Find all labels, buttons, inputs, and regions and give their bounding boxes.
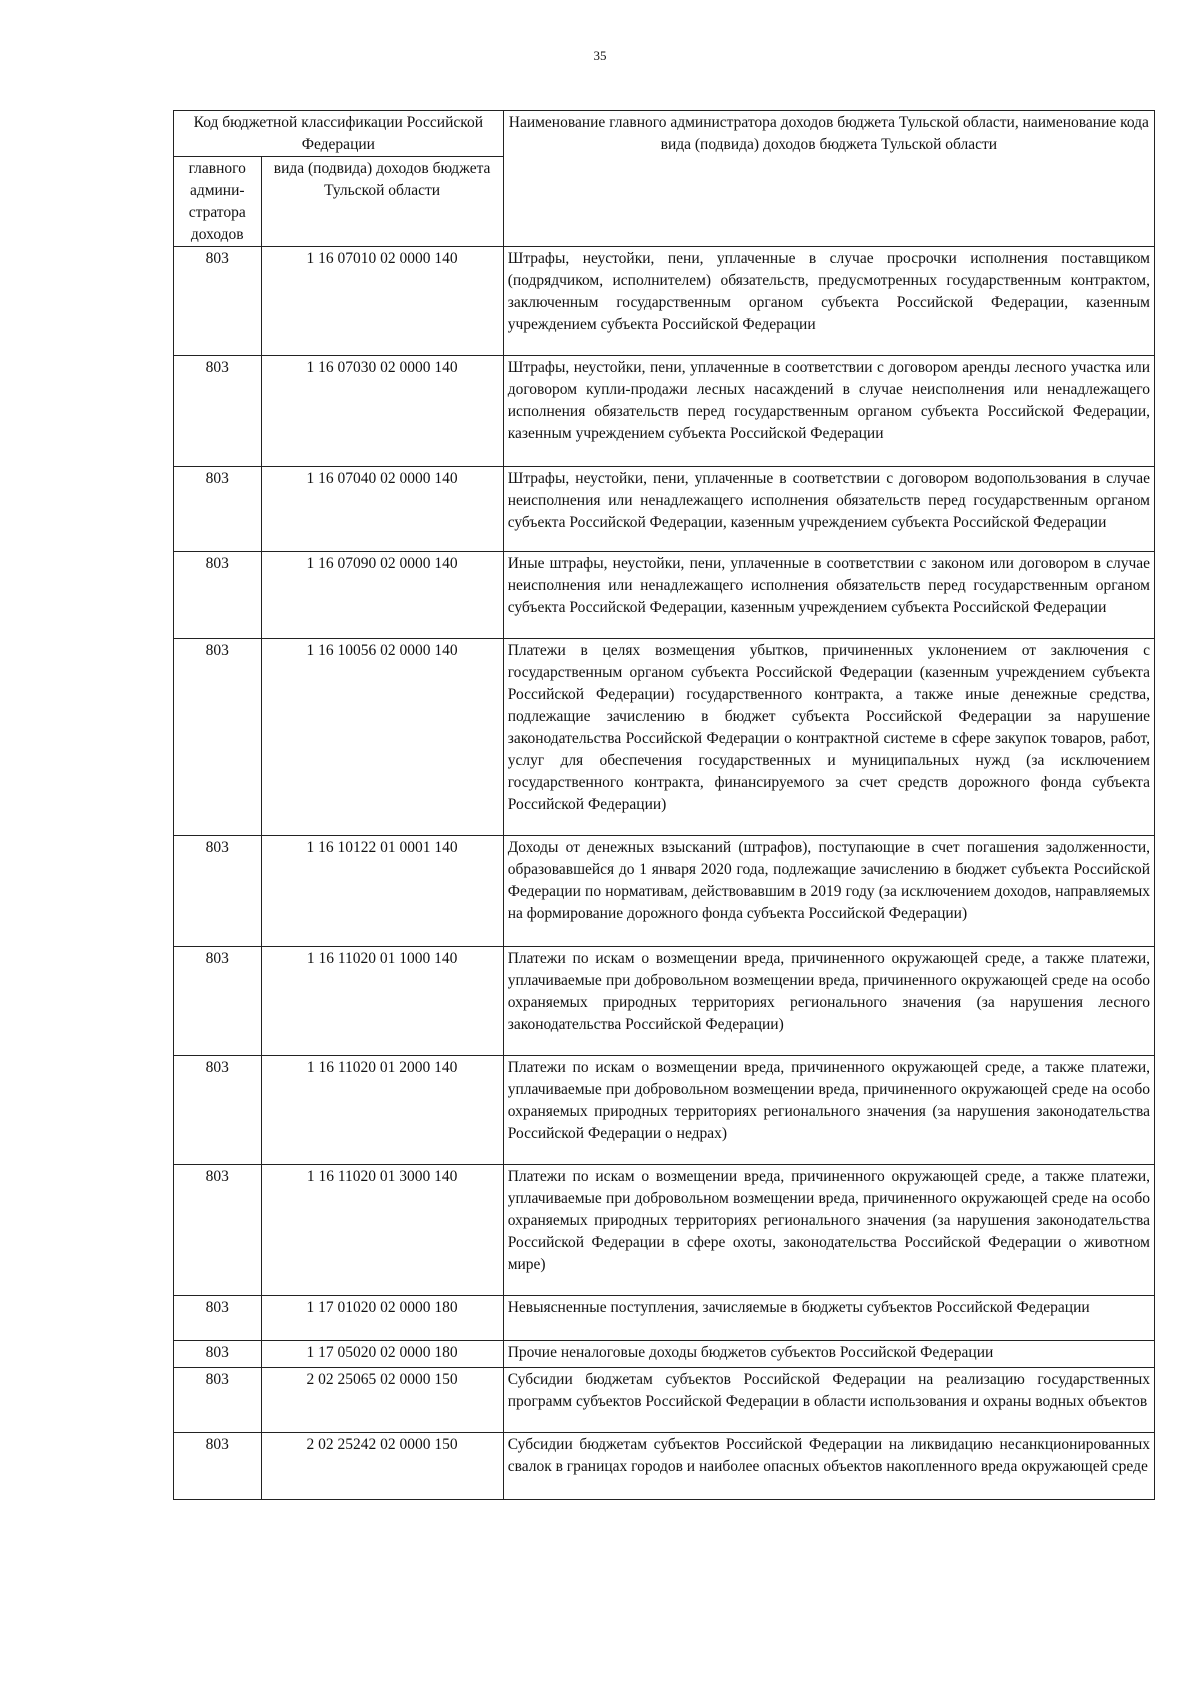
table-row bbox=[174, 1296, 1155, 1341]
budget-classification-table bbox=[173, 110, 1155, 1500]
table-body bbox=[174, 247, 1155, 1500]
table-row bbox=[174, 467, 1155, 552]
income-code-cell: 2 02 25242 02 0000 150 bbox=[261, 1433, 503, 1500]
admin-code-cell: 803 bbox=[174, 836, 262, 947]
income-name-cell: Доходы от денежных взысканий (штрафов), поступающие в счет погашения задолженности, образовавшейся до 1 января 2020 года, подлежащие зачислению в бюджет субъекта Российской Федерации по нормативам, действовавшим в 2019 году (за исключением доходов, направляемых на формирование дорожного фонда субъекта Российской Федерации) bbox=[503, 836, 1154, 947]
admin-code-cell: 803 bbox=[174, 467, 262, 552]
table-row bbox=[174, 247, 1155, 356]
admin-code-cell: 803 bbox=[174, 552, 262, 639]
admin-code-cell: 803 bbox=[174, 1341, 262, 1368]
table-row bbox=[174, 552, 1155, 639]
header-kind-column: вида (подвида) доходов бюджета Тульской области bbox=[261, 157, 503, 247]
income-code-cell: 1 16 07040 02 0000 140 bbox=[261, 467, 503, 552]
admin-code-cell: 803 bbox=[174, 1433, 262, 1500]
page-number: 35 bbox=[593, 48, 607, 63]
income-name-cell: Платежи по искам о возмещении вреда, причиненного окружающей среде, а также платежи, уплачиваемые при добровольном возмещении вреда, причиненного окружающей среде на особо охраняемых природных территориях регионального значения (за нарушения законодательства Российской Федерации о недрах) bbox=[503, 1056, 1154, 1165]
income-code-cell: 1 16 11020 01 1000 140 bbox=[261, 947, 503, 1056]
income-name-cell: Штрафы, неустойки, пени, уплаченные в соответствии с договором водопользования в случае неисполнения или ненадлежащего исполнения обязательств перед государственным органом субъекта Российской Федерации, казенным учреждением субъекта Российской Федерации bbox=[503, 467, 1154, 552]
admin-code-cell: 803 bbox=[174, 947, 262, 1056]
admin-code-cell: 803 bbox=[174, 356, 262, 467]
income-name-cell: Платежи по искам о возмещении вреда, причиненного окружающей среде, а также платежи, уплачиваемые при добровольном возмещении вреда, причиненного окружающей среде на особо охраняемых природных территориях регионального значения (за нарушения законодательства Российской Федерации в сфере охоты, законодательства Российской Федерации о животном мире) bbox=[503, 1165, 1154, 1296]
income-code-cell: 1 16 11020 01 2000 140 bbox=[261, 1056, 503, 1165]
income-code-cell: 1 16 07030 02 0000 140 bbox=[261, 356, 503, 467]
income-code-cell: 1 16 10056 02 0000 140 bbox=[261, 639, 503, 836]
table-row bbox=[174, 1165, 1155, 1296]
income-code-cell: 1 16 10122 01 0001 140 bbox=[261, 836, 503, 947]
admin-code-cell: 803 bbox=[174, 1056, 262, 1165]
income-code-cell: 1 16 11020 01 3000 140 bbox=[261, 1165, 503, 1296]
table-row bbox=[174, 1341, 1155, 1368]
admin-code-cell: 803 bbox=[174, 247, 262, 356]
income-code-cell: 1 17 01020 02 0000 180 bbox=[261, 1296, 503, 1341]
income-name-cell: Платежи в целях возмещения убытков, причиненных уклонением от заключения с государственным органом субъекта Российской Федерации (казенным учреждением субъекта Российской Федерации) государственного контракта, а также иные денежные средства, подлежащие зачислению в бюджет субъекта Российской Федерации за нарушение законодательства Российской Федерации о контрактной системе в сфере закупок товаров, работ, услуг для обеспечения государственных и муниципальных нужд (за исключением государственного контракта, финансируемого за счет средств дорожного фонда субъекта Российской Федерации) bbox=[503, 639, 1154, 836]
income-name-cell: Субсидии бюджетам субъектов Российской Федерации на ликвидацию несанкционированных свалок в границах городов и наиболее опасных объектов накопленного вреда окружающей среде bbox=[503, 1433, 1154, 1500]
income-name-cell: Невыясненные поступления, зачисляемые в бюджеты субъектов Российской Федерации bbox=[503, 1296, 1154, 1341]
table-row bbox=[174, 1056, 1155, 1165]
table-row bbox=[174, 836, 1155, 947]
income-name-cell: Штрафы, неустойки, пени, уплаченные в соответствии с договором аренды лесного участка или договором купли-продажи лесных насаждений в случае неисполнения или ненадлежащего исполнения обязательств перед государственным органом субъекта Российской Федерации, казенным учреждением субъекта Российской Федерации bbox=[503, 356, 1154, 467]
table-row bbox=[174, 1368, 1155, 1433]
admin-code-cell: 803 bbox=[174, 1165, 262, 1296]
income-name-cell: Субсидии бюджетам субъектов Российской Федерации на реализацию государственных программ субъектов Российской Федерации в области использования и охраны водных объектов bbox=[503, 1368, 1154, 1433]
income-name-cell: Иные штрафы, неустойки, пени, уплаченные в соответствии с законом или договором в случае неисполнения или ненадлежащего исполнения обязательств перед государственным органом субъекта Российской Федерации, казенным учреждением субъекта Российской Федерации bbox=[503, 552, 1154, 639]
table-row bbox=[174, 1433, 1155, 1500]
header-name-column: Наименование главного администратора доходов бюджета Тульской области, наименование кода вида (подвида) доходов бюджета Тульской области bbox=[503, 111, 1154, 247]
header-group-title: Код бюджетной классификации Российской Федерации bbox=[174, 111, 504, 157]
table-row bbox=[174, 947, 1155, 1056]
income-code-cell: 1 17 05020 02 0000 180 bbox=[261, 1341, 503, 1368]
income-name-cell: Прочие неналоговые доходы бюджетов субъектов Российской Федерации bbox=[503, 1341, 1154, 1368]
income-code-cell: 2 02 25065 02 0000 150 bbox=[261, 1368, 503, 1433]
admin-code-cell: 803 bbox=[174, 639, 262, 836]
income-name-cell: Штрафы, неустойки, пени, уплаченные в случае просрочки исполнения поставщиком (подрядчиком, исполнителем) обязательств, предусмотренных государственным контрактом, заключенным государственным органом субъекта Российской Федерации, казенным учреждением субъекта Российской Федерации bbox=[503, 247, 1154, 356]
income-code-cell: 1 16 07090 02 0000 140 bbox=[261, 552, 503, 639]
header-admin-column: главного админи-стратора доходов bbox=[174, 157, 262, 247]
income-code-cell: 1 16 07010 02 0000 140 bbox=[261, 247, 503, 356]
table-header-row bbox=[174, 111, 1155, 157]
table-row bbox=[174, 356, 1155, 467]
income-name-cell: Платежи по искам о возмещении вреда, причиненного окружающей среде, а также платежи, уплачиваемые при добровольном возмещении вреда, причиненного окружающей среде на особо охраняемых природных территориях регионального значения (за нарушения лесного законодательства Российской Федерации) bbox=[503, 947, 1154, 1056]
admin-code-cell: 803 bbox=[174, 1368, 262, 1433]
admin-code-cell: 803 bbox=[174, 1296, 262, 1341]
table-row bbox=[174, 639, 1155, 836]
